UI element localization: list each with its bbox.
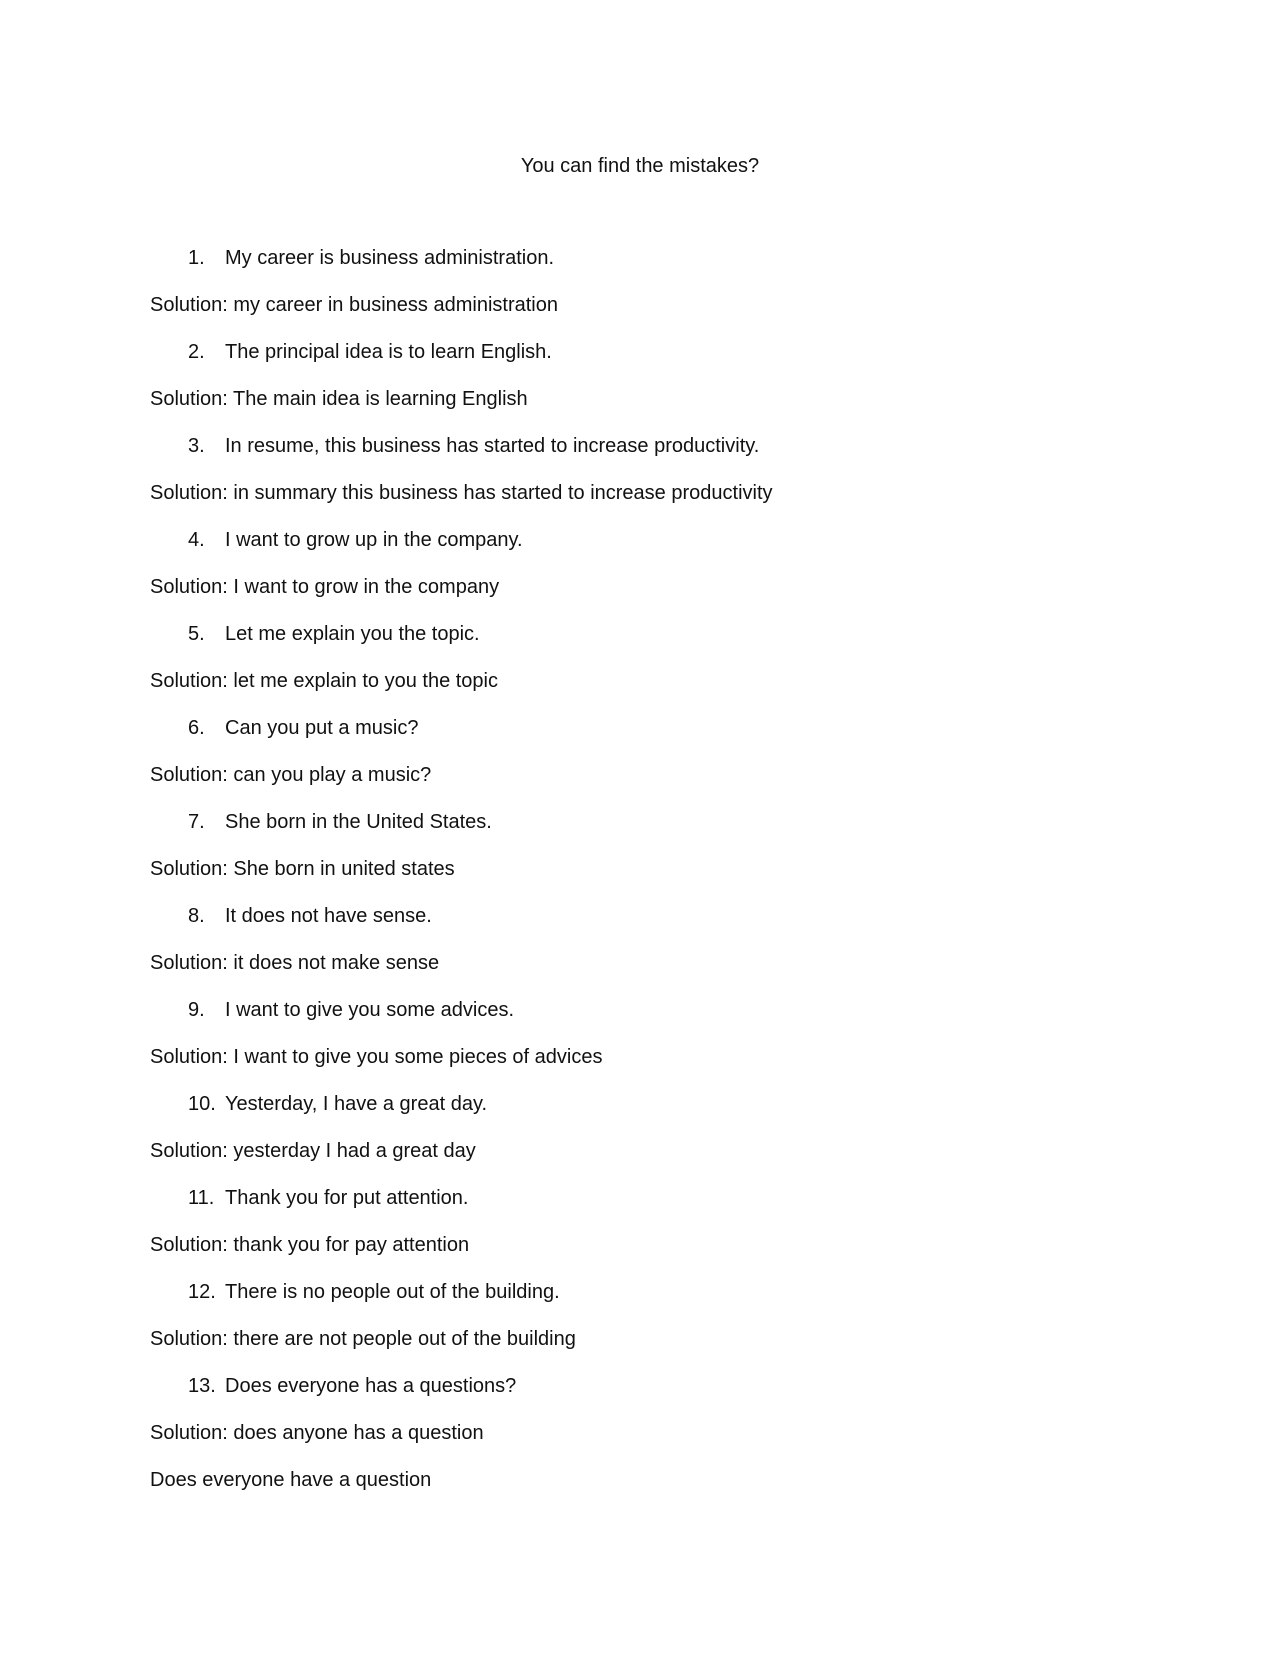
- question-text: Does everyone has a questions?: [225, 1375, 517, 1397]
- question-item: [150, 432, 1150, 479]
- question-number: 2.: [188, 341, 205, 363]
- question-text: Let me explain you the topic.: [225, 623, 480, 645]
- question-number: 7.: [188, 811, 205, 833]
- question-text: It does not have sense.: [225, 905, 432, 927]
- question-number: 10.: [188, 1093, 216, 1115]
- question-number: 13.: [188, 1375, 216, 1397]
- question-number: 1.: [188, 247, 205, 269]
- solution-text: Solution: there are not people out of the building: [150, 1328, 576, 1350]
- question-text: In resume, this business has started to increase productivity.: [225, 435, 760, 457]
- solution-text: Solution: I want to give you some pieces of advices: [150, 1046, 603, 1068]
- question-number: 8.: [188, 905, 205, 927]
- question-item: [150, 526, 1150, 573]
- question-number: 12.: [188, 1281, 216, 1303]
- question-item: [150, 1184, 1150, 1231]
- question-item: [150, 338, 1150, 385]
- question-item: [150, 1278, 1150, 1325]
- question-text: Thank you for put attention.: [225, 1187, 469, 1209]
- question-text: Can you put a music?: [225, 717, 419, 739]
- solution-text: Solution: let me explain to you the topic: [150, 670, 498, 692]
- question-item: [150, 808, 1150, 855]
- question-number: 4.: [188, 529, 205, 551]
- question-text: Yesterday, I have a great day.: [225, 1093, 488, 1115]
- solution-text: Solution: The main idea is learning English: [150, 388, 528, 410]
- final-line: Does everyone have a question: [150, 1469, 432, 1491]
- question-item: [150, 1090, 1150, 1137]
- exercise-list: [150, 244, 1150, 1513]
- question-text: She born in the United States.: [225, 811, 492, 833]
- question-item: [150, 996, 1150, 1043]
- question-text: I want to grow up in the company.: [225, 529, 523, 551]
- document-title: You can find the mistakes?: [520, 155, 760, 177]
- solution-text: Solution: in summary this business has started to increase productivity: [150, 482, 773, 504]
- solution-text: Solution: it does not make sense: [150, 952, 440, 974]
- question-text: The principal idea is to learn English.: [225, 341, 552, 363]
- solution-text: Solution: yesterday I had a great day: [150, 1140, 476, 1162]
- question-number: 11.: [188, 1187, 215, 1209]
- question-number: 3.: [188, 435, 205, 457]
- question-text: There is no people out of the building.: [225, 1281, 560, 1303]
- question-item: [150, 714, 1150, 761]
- solution-text: Solution: does anyone has a question: [150, 1422, 484, 1444]
- question-number: 6.: [188, 717, 205, 739]
- solution-text: Solution: thank you for pay attention: [150, 1234, 470, 1256]
- question-text: I want to give you some advices.: [225, 999, 515, 1021]
- question-item: [150, 620, 1150, 667]
- question-number: 9.: [188, 999, 205, 1021]
- question-item: [150, 244, 1150, 291]
- solution-text: Solution: can you play a music?: [150, 764, 432, 786]
- solution-text: Solution: She born in united states: [150, 858, 455, 880]
- solution-text: Solution: my career in business administration: [150, 294, 558, 316]
- solution-text: Solution: I want to grow in the company: [150, 576, 500, 598]
- question-item: [150, 902, 1150, 949]
- question-item: [150, 1372, 1150, 1419]
- question-text: My career is business administration.: [225, 247, 555, 269]
- question-number: 5.: [188, 623, 205, 645]
